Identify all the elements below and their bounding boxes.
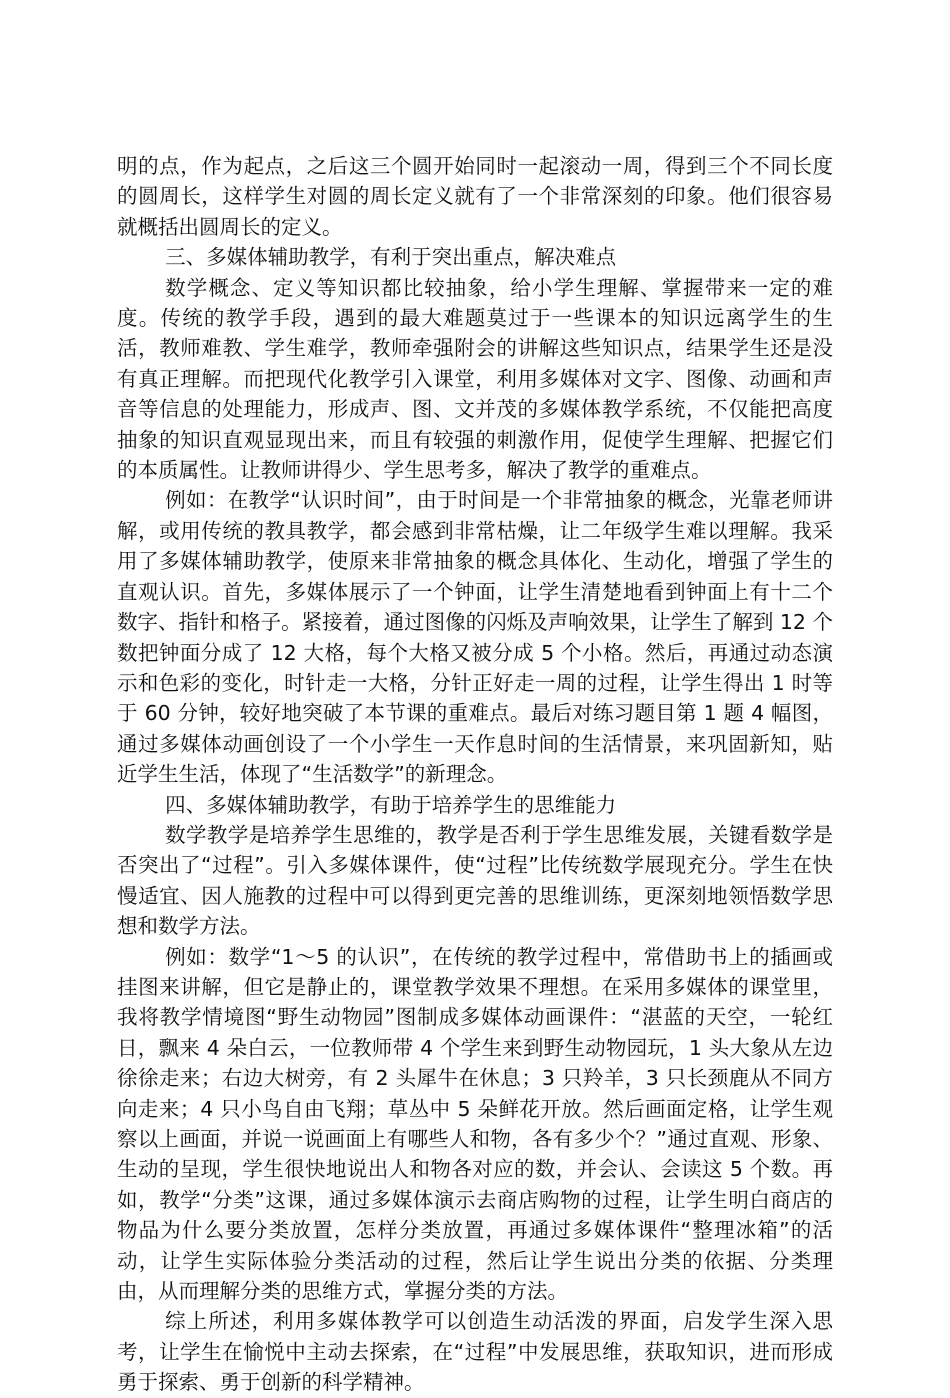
paragraph-thinking-ability: 数学教学是培养学生思维的，教学是否利于学生思维发展，关键看数学是否突出了“过程”。引入多媒体课件，使“过程”比传统数学展现充分。学生在快慢适宜、因人施教的过程中可以得到更完善的思维训练，更深刻地领悟数学思想和数学方法。: [117, 822, 833, 939]
paragraph-continuation: 明的点，作为起点，之后这三个圆开始同时一起滚动一周，得到三个不同长度的圆周长，这样学生对圆的周长定义就有了一个非常深刻的印象。他们很容易就概括出圆周长的定义。: [117, 154, 833, 239]
document-page: [117, 151, 833, 1398]
paragraph-multimedia-difficulty: 数学概念、定义等知识都比较抽象，给小学生理解、掌握带来一定的难度。传统的教学手段，遇到的最大难题莫过于一些课本的知识远离学生的生活，教师难教、学生难学，教师牵强附会的讲解这些知识点，结果学生还是没有真正理解。而把现代化教学引入课堂，利用多媒体对文字、图像、动画和声音等信息的处理能力，形成声、图、文并茂的多媒体教学系统，不仅能把高度抽象的知识直观显现出来，而且有较强的刺激作用，促使学生理解、把握它们的本质属性。让教师讲得少、学生思考多，解决了教学的重难点。: [117, 275, 833, 483]
section-heading-3: 三、多媒体辅助教学，有利于突出重点，解决难点: [165, 245, 617, 270]
paragraph-conclusion: 综上所述，利用多媒体教学可以创造生动活泼的界面，启发学生深入思考，让学生在愉悦中主动去探索，在“过程”中发展思维，获取知识，进而形成勇于探索、勇于创新的科学精神。: [117, 1309, 833, 1395]
section-heading-4: 四、多媒体辅助教学，有助于培养学生的思维能力: [165, 792, 617, 817]
paragraph-example-time: 例如：在教学“认识时间”，由于时间是一个非常抽象的概念，光靠老师讲解，或用传统的教具教学，都会感到非常枯燥，让二年级学生难以理解。我采用了多媒体辅助教学，使原来非常抽象的概念具体化、生动化，增强了学生的直观认识。首先，多媒体展示了一个钟面，让学生清楚地看到钟面上有十二个数字、指针和格子。紧接着，通过图像的闪烁及声响效果，让学生了解到 12 个数把钟面分成了 12 大格，每个大格又被分成 5 个小格。然后，再通过动态演示和色彩的变化，时针走一大格，分针正好走一周的过程，让学生得出 1 时等于 60 分钟，较好地突破了本节课的重难点。最后对练习题目第 1 题 4 幅图，通过多媒体动画创设了一个小学生一天作息时间的生活情景，来巩固新知，贴近学生生活，体现了“生活数学”的新理念。: [117, 488, 833, 787]
paragraph-example-numbers: 例如：数学“1～5 的认识”，在传统的教学过程中，常借助书上的插画或挂图来讲解，但它是静止的，课堂教学效果不理想。在采用多媒体的课堂里，我将教学情境图“野生动物园”图制成多媒体动画课件：“湛蓝的天空，一轮红日，飘来 4 朵白云，一位教师带 4 个学生来到野生动物园玩，1 头大象从左边徐徐走来；右边大树旁，有 2 头犀牛在休息；3 只羚羊，3 只长颈鹿从不同方向走来；4 只小鸟自由飞翔；草丛中 5 朵鲜花开放。然后画面定格，让学生观察以上画面，并说一说画面上有哪些人和物，各有多少个？”通过直观、形象、生动的呈现，学生很快地说出人和物各对应的数，并会认、会读这 5 个数。再如，教学“分类”这课，通过多媒体演示去商店购物的过程，让学生明白商店的物品为什么要分类放置，怎样分类放置，再通过多媒体课件“整理冰箱”的活动，让学生实际体验分类活动的过程，然后让学生说出分类的依据、分类理由，从而理解分类的思维方式，掌握分类的方法。: [117, 944, 833, 1304]
